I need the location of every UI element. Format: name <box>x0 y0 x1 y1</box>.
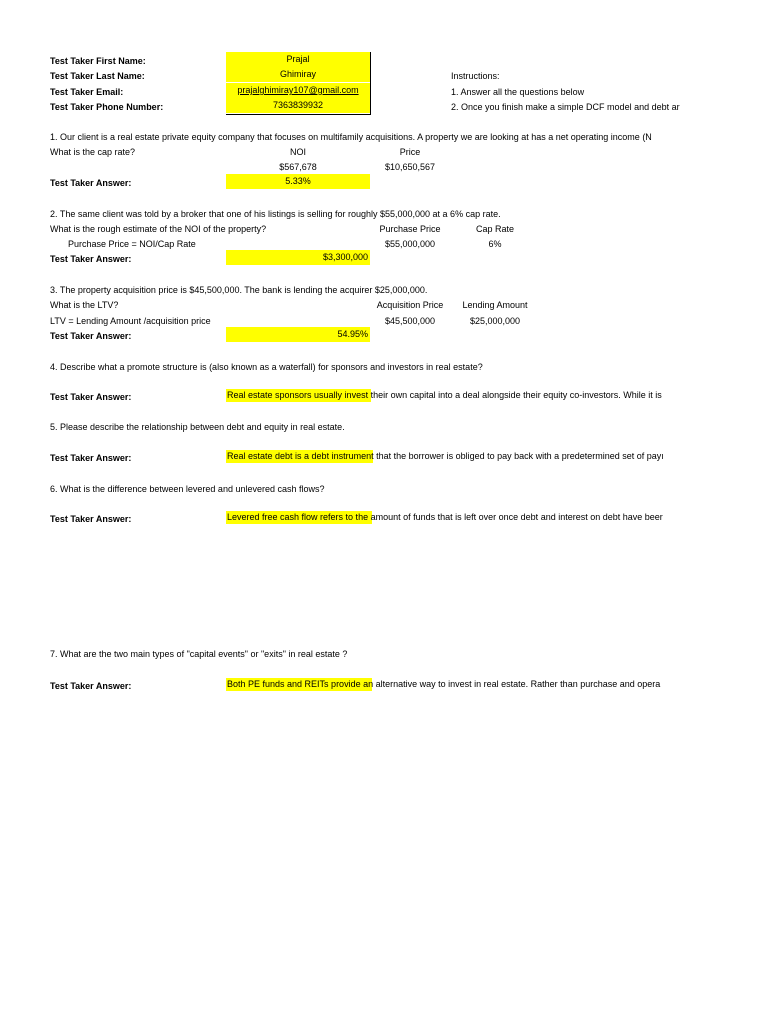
question-2-formula: Purchase Price = NOI/Cap Rate <box>68 239 196 249</box>
price-header: Price <box>399 147 421 157</box>
phone-label: Test Taker Phone Number: <box>50 102 164 112</box>
question-1-sub: What is the cap rate? <box>50 147 136 157</box>
answer-2-cell: $3,300,000 <box>226 250 370 265</box>
question-2-text: 2. The same client was told by a broker that one of his listings is selling for roughly $55,000,000 at a 6% cap rate. <box>50 209 501 219</box>
answer-label: Test Taker Answer: <box>50 514 132 524</box>
answer-label: Test Taker Answer: <box>50 681 132 691</box>
purchase-price-header: Purchase Price <box>379 224 441 234</box>
answer-5-highlight-text: Real estate debt is a debt instrum <box>227 451 362 461</box>
cap-rate-header: Cap Rate <box>475 224 515 234</box>
answer-5-text <box>227 450 701 463</box>
answer-label: Test Taker Answer: <box>50 178 132 188</box>
last-name-value: Ghimiray <box>226 67 370 82</box>
lending-amount-header: Lending Amount <box>462 300 528 310</box>
acquisition-price-header: Acquisition Price <box>376 300 444 310</box>
phone-value: 7363839932 <box>226 98 370 113</box>
price-value: $10,650,567 <box>384 162 436 172</box>
answer-7-rest-text: an alternative way to invest in real estate. Rather than purchase and opera <box>360 679 661 689</box>
instruction-item: 1. Answer all the questions below <box>451 87 585 97</box>
instruction-item: 2. Once you finish make a simple DCF model and debt ar <box>451 102 680 112</box>
answer-1-cell: 5.33% <box>226 174 370 189</box>
email-label: Test Taker Email: <box>50 87 124 97</box>
answer-6-rest-text: e amount of funds that is left over once debt and interest on debt have beer <box>363 512 663 522</box>
answer-label: Test Taker Answer: <box>50 331 132 341</box>
answer-7-highlight-text: Both PE funds and REITs provide <box>227 679 361 689</box>
question-4-text: 4. Describe what a promote structure is (also known as a waterfall) for sponsors and investors in real estate? <box>50 362 483 372</box>
answer-4-rest-text: st their own capital into a deal alongside their equity co-investors. While it is <box>361 390 662 400</box>
acquisition-price-value: $45,500,000 <box>384 316 436 326</box>
question-3-formula: LTV = Lending Amount /acquisition price <box>50 316 211 326</box>
answer-label: Test Taker Answer: <box>50 254 132 264</box>
first-name-value: Prajal <box>226 52 370 67</box>
noi-header: NOI <box>289 147 306 157</box>
answer-4-highlight-text: Real estate sponsors usually inve <box>227 390 362 400</box>
question-3-text: 3. The property acquisition price is $45,500,000. The bank is lending the acquirer $25,000,000. <box>50 285 428 295</box>
first-name-label: Test Taker First Name: <box>50 56 146 66</box>
question-1-text: 1. Our client is a real estate private equity company that focuses on multifamily acquisitions. A property we are looking at has a net operating income (N <box>50 132 652 142</box>
answer-5-rest-text: ent that the borrower is obliged to pay back with a predetermined set of payı <box>361 451 664 461</box>
email-value <box>226 83 370 98</box>
cap-rate-value: 6% <box>488 239 502 249</box>
noi-value: $567,678 <box>279 162 317 172</box>
email-link[interactable]: prajalghimiray107@gmail.com <box>237 85 359 95</box>
lending-amount-value: $25,000,000 <box>469 316 521 326</box>
answer-3-cell: 54.95% <box>226 327 370 342</box>
answer-6-highlight-text: Levered free cash flow refers to th <box>227 512 364 522</box>
question-2-sub: What is the rough estimate of the NOI of the property? <box>50 224 267 234</box>
question-6-text: 6. What is the difference between levered and unlevered cash flows? <box>50 484 325 494</box>
answer-6-text <box>227 511 701 524</box>
instructions-heading: Instructions: <box>451 71 500 81</box>
answer-4-text <box>227 389 701 402</box>
last-name-label: Test Taker Last Name: <box>50 71 145 81</box>
question-3-sub: What is the LTV? <box>50 300 119 310</box>
purchase-price-value: $55,000,000 <box>384 239 436 249</box>
taker-info-box <box>226 52 371 115</box>
question-7-text: 7. What are the two main types of "capital events" or "exits" in real estate ? <box>50 649 348 659</box>
answer-label: Test Taker Answer: <box>50 453 132 463</box>
answer-7-text <box>227 678 701 691</box>
question-5-text: 5. Please describe the relationship between debt and equity in real estate. <box>50 422 345 432</box>
answer-label: Test Taker Answer: <box>50 392 132 402</box>
